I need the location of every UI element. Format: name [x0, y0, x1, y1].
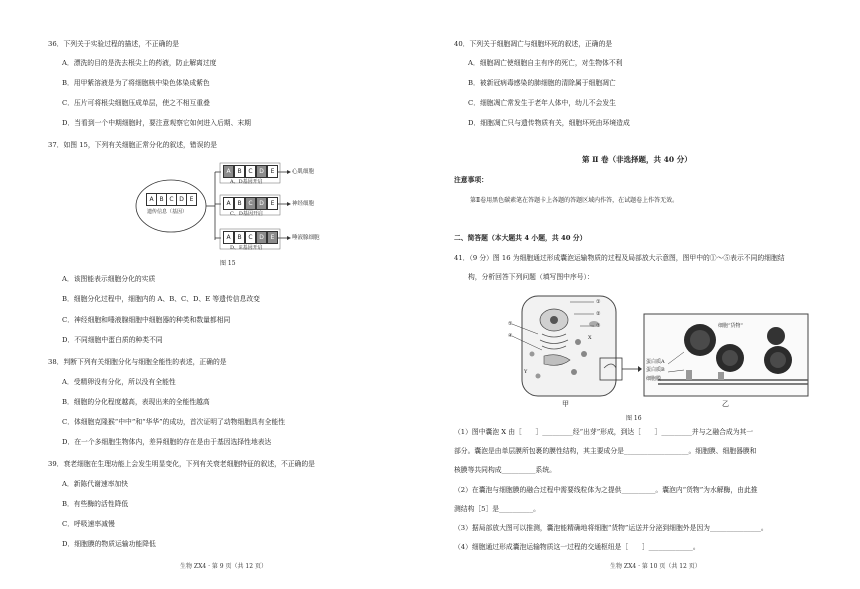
part-2-title: 二、简答题（本大题共 4 小题，共 40 分） — [454, 234, 587, 242]
label-vesicle-y: Y — [524, 369, 528, 375]
page-footer-left: 生物 ZX4 · 第 9 页（共 12 页） — [180, 563, 267, 570]
label-cargo: 细胞“货物” — [718, 323, 744, 329]
q37-option-d: D．不同细胞中蛋白质的种类不同 — [62, 336, 163, 344]
gene-a-box: A — [146, 193, 157, 206]
q39-option-b: B．有些酶的活性降低 — [62, 500, 129, 508]
q40-option-a: A．细胞凋亡使细胞自主有序的死亡，对生物体不利 — [468, 59, 623, 67]
q39-option-c: C．呼吸速率减慢 — [62, 520, 115, 528]
q37-option-a: A．该图能表示细胞分化的实质 — [62, 275, 156, 283]
notice-title: 注意事项： — [454, 176, 488, 184]
figure-16-drawing — [508, 294, 810, 410]
q41-line-1: 41．（9 分）图 16 为细胞通过形成囊泡运输物质的过程及局部放大示意图，图甲中的①～⑤表示不同的细胞结 — [454, 254, 785, 262]
row2-gene-d: D — [256, 197, 267, 210]
figure-16 — [508, 294, 810, 410]
row3-gene-e: E — [267, 231, 278, 244]
row2-gene-c: C — [245, 197, 256, 210]
row1-gene-b: B — [234, 165, 245, 178]
row1-note: A、D基因开启 — [230, 179, 263, 185]
row3-gene-c: C — [245, 231, 256, 244]
notice-text: 第Ⅱ卷用黑色碳素笔在答题卡上各题的答题区域内作答，在试题卷上作答无效。 — [470, 197, 679, 204]
q36-option-c: C．压片可将根尖细胞压成单层，使之不相互重叠 — [62, 99, 210, 107]
gene-e-box: E — [186, 193, 197, 206]
row1-gene-c: C — [245, 165, 256, 178]
cell-type-cardiac: 心肌细胞 — [292, 169, 315, 175]
figure-15-caption: 图 15 — [220, 260, 236, 267]
q39-option-a: A．新陈代谢速率加快 — [62, 480, 129, 488]
label-structure-5: ⑤ — [508, 321, 513, 327]
q41-line-2: 构，分析回答下列问题（填写图中序号）： — [468, 273, 594, 281]
q38-option-d: D．在一个多细胞生物体内，差异细胞的存在是由于基因选择性地表达 — [62, 438, 272, 446]
q41-sub1-line1: （1）图中囊泡 X 由［ ］_________经“出芽”形成，到达［ ］_________并与之融合成为其一 — [454, 428, 754, 436]
section-2-title: 第 Ⅱ 卷（非选择题，共 40 分） — [582, 155, 692, 164]
row2-gene-e: E — [267, 197, 278, 210]
cell-type-neuron: 神经细胞 — [292, 201, 315, 207]
q40-option-d: D．细胞凋亡只与遗传物质有关，细胞坏死由环境造成 — [468, 119, 630, 127]
page-footer-right: 生物 ZX4 · 第 10 页（共 12 页） — [610, 563, 701, 570]
q41-sub2-line2: 测结构［5］是__________。 — [454, 505, 540, 513]
label-protein-a: 蛋白质A — [646, 359, 665, 365]
figure-16-caption: 图 16 — [626, 415, 642, 422]
q41-sub3: （3）据局部放大图可以推测，囊泡能精确地将细胞“货物”运送并分泌到细胞外是因为_______________。 — [454, 524, 768, 532]
q41-sub4: （4）细胞通过形成囊泡运输物质这一过程的交通枢纽是［ ］_____________。 — [454, 543, 700, 551]
gene-c-box: C — [166, 193, 177, 206]
q37-stem: 37．如图 15，下列有关细胞正常分化的叙述，错误的是 — [48, 141, 217, 149]
q36-option-b: B．用甲紫溶液是为了将细胞核中染色体染成紫色 — [62, 79, 210, 87]
label-jia: 甲 — [562, 400, 569, 408]
row2-gene-a: A — [223, 197, 234, 210]
q37-option-b: B．细胞分化过程中，细胞内的 A、B、C、D、E 等遗传信息改变 — [62, 295, 260, 303]
row3-gene-b: B — [234, 231, 245, 244]
cell-type-salivary: 唾液腺细胞 — [292, 235, 320, 241]
figure-15 — [135, 160, 335, 256]
row3-gene-a: A — [223, 231, 234, 244]
row2-gene-b: B — [234, 197, 245, 210]
row1-gene-a: A — [223, 165, 234, 178]
label-vesicle-x: X — [588, 335, 592, 341]
label-protein-b: 蛋白质B — [646, 367, 665, 373]
label-structure-4: ④ — [508, 333, 513, 339]
row2-note: C、D基因开启 — [230, 211, 263, 217]
row1-gene-d: D — [256, 165, 267, 178]
label-structure-1: ① — [596, 299, 601, 305]
q39-option-d: D．细胞膜的物质运输功能降低 — [62, 540, 156, 548]
q36-stem: 36．下列关于实验过程的描述，不正确的是 — [48, 40, 179, 48]
q38-option-b: B．细胞的分化程度越高，表现出来的全能性越高 — [62, 398, 210, 406]
q36-option-a: A．漂洗的目的是洗去根尖上的药液，防止解离过度 — [62, 59, 217, 67]
q38-option-a: A．受精卵没有分化，所以没有全能性 — [62, 378, 176, 386]
q37-option-c: C．神经细胞和唾液腺细胞中细胞器的种类和数量都相同 — [62, 316, 231, 324]
q36-option-d: D．当看到一个中期细胞时，要注意观察它如何进入后期、末期 — [62, 119, 251, 127]
row3-gene-d: D — [256, 231, 267, 244]
label-yi: 乙 — [722, 400, 729, 408]
gene-b-box: B — [156, 193, 167, 206]
q40-stem: 40．下列关于细胞凋亡与细胞坏死的叙述，正确的是 — [454, 40, 613, 48]
genetic-info-label: 遗传信息（基因） — [147, 209, 188, 215]
gene-d-box: D — [176, 193, 187, 206]
label-structure-2: ② — [596, 311, 601, 317]
q40-option-b: B．被新冠病毒感染的肺细胞的清除属于细胞凋亡 — [468, 79, 616, 87]
label-membrane: 细胞膜 — [646, 376, 662, 382]
q40-option-c: C．细胞凋亡常发生于老年人体中，幼儿不会发生 — [468, 99, 616, 107]
q39-stem: 39．衰老细胞在生理功能上会发生明显变化，下列有关衰老细胞特征的叙述，不正确的是 — [48, 460, 315, 468]
q41-sub1-line3: 核膜等共同构成__________系统。 — [454, 466, 556, 474]
q38-stem: 38．判断下列有关细胞分化与细胞全能性的表述，正确的是 — [48, 358, 227, 366]
q41-sub1-line2: 部分。囊泡是由单层膜所包裹的膜性结构，其主要成分是___________________。细胞膜、细胞器膜和 — [454, 447, 757, 455]
label-structure-3: ③ — [596, 323, 601, 329]
q41-sub2-line1: （2）在囊泡与细胞膜的融合过程中需要线粒体为之提供__________。囊泡内“货物”为水解酶，由此推 — [454, 486, 758, 494]
row1-gene-e: E — [267, 165, 278, 178]
q38-option-c: C．体细胞克隆猴“中中”和“华华”的成功，首次证明了动物细胞具有全能性 — [62, 418, 286, 426]
row3-note: D、E基因开启 — [230, 245, 263, 251]
